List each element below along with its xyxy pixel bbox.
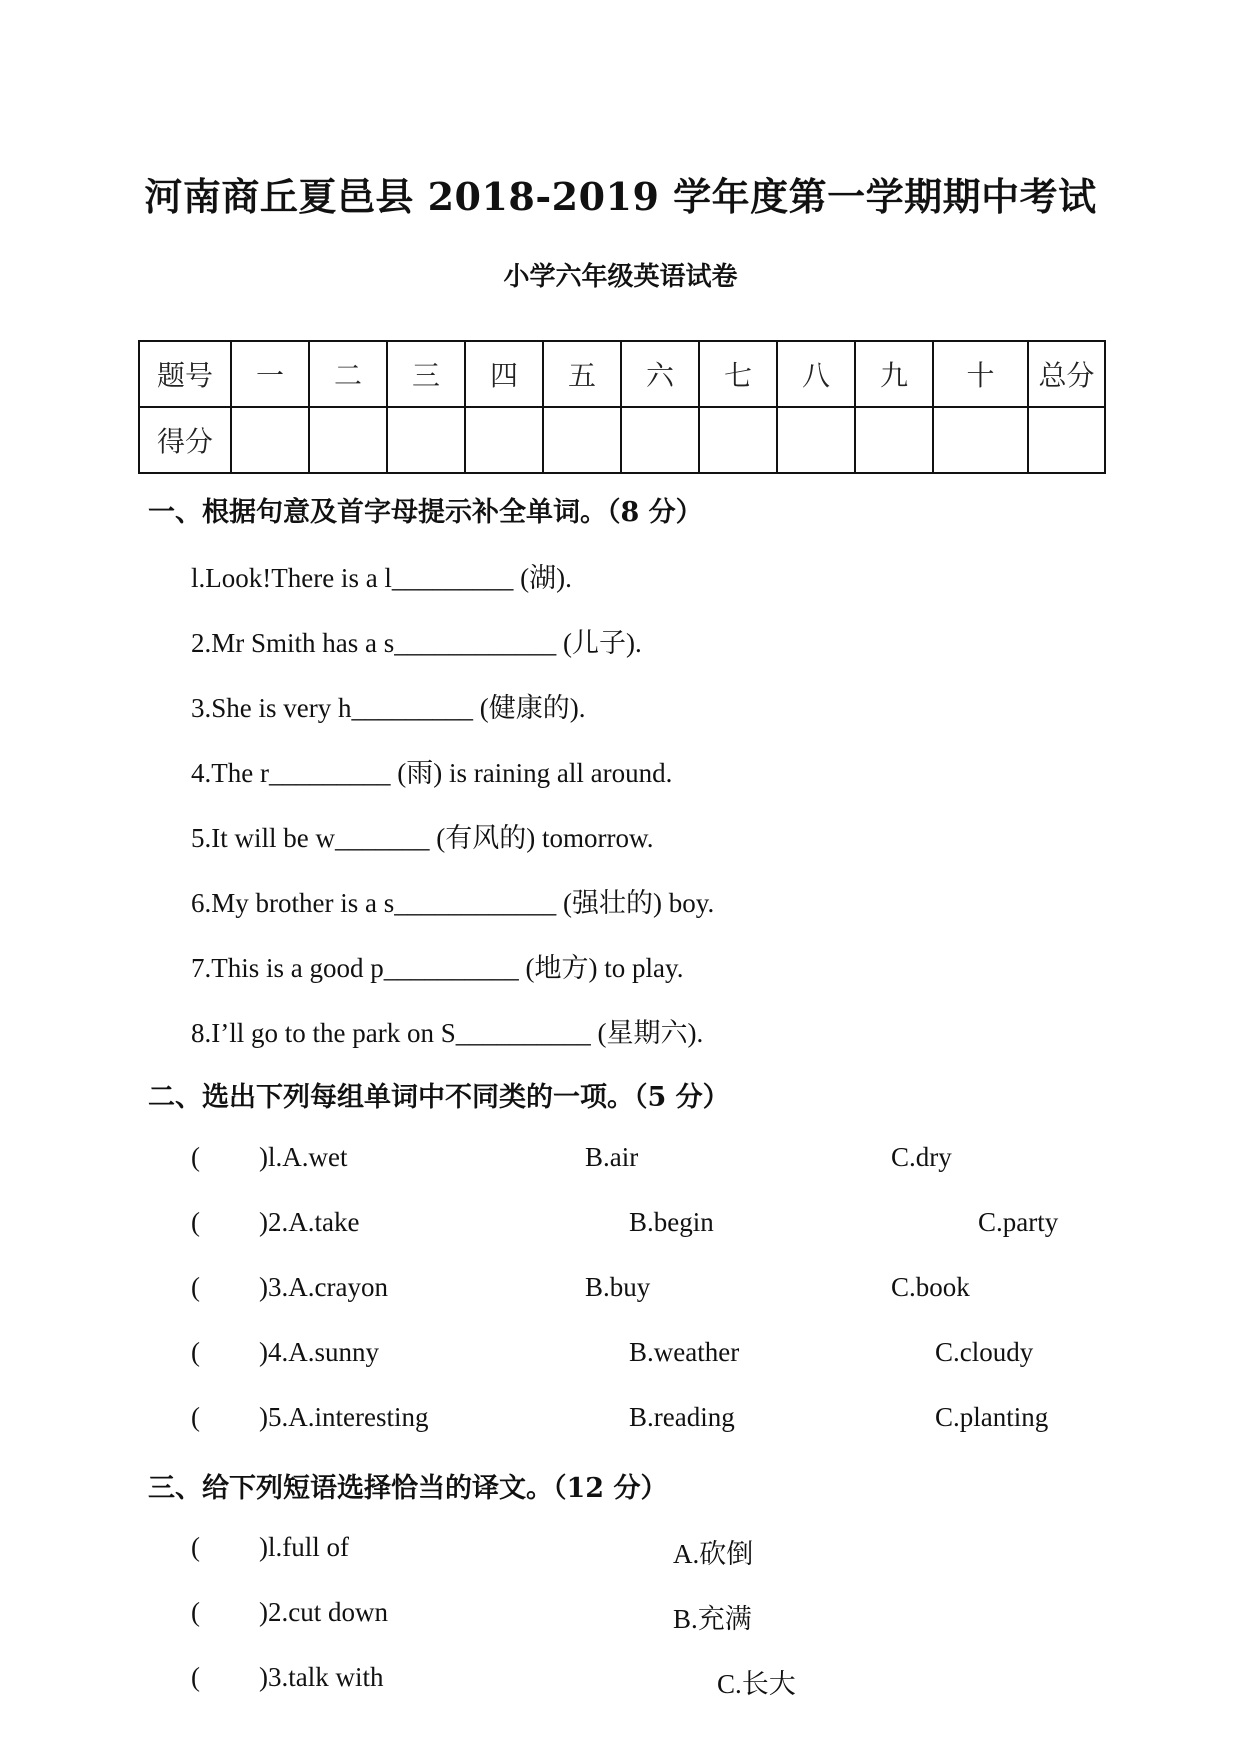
score-cell-1: 一	[231, 341, 309, 407]
score-cell-9: 九	[855, 341, 933, 407]
score-blank-total	[1028, 407, 1105, 473]
option-a: )l.A.wet	[259, 1142, 348, 1172]
section1-title: 一、根据句意及首字母提示补全单词。（8 分）	[148, 497, 703, 528]
score-row-label: 得分	[139, 407, 231, 473]
option-a: )4.A.sunny	[259, 1337, 379, 1367]
score-blank-7	[699, 407, 777, 473]
score-blank-2	[309, 407, 387, 473]
translation: C.长大	[717, 1669, 796, 1699]
phrase: )3.talk with	[259, 1662, 384, 1692]
answer-paren: (	[191, 1207, 200, 1237]
answer-paren: (	[191, 1142, 200, 1172]
score-cell-3: 三	[387, 341, 465, 407]
score-cell-8: 八	[777, 341, 855, 407]
page-subtitle: 小学六年级英语试卷	[503, 262, 738, 292]
section1-item: 8.I’ll go to the park on S__________ (星期六).	[191, 1018, 704, 1048]
section1-item: 3.She is very h_________ (健康的).	[191, 693, 586, 723]
phrase: )l.full of	[259, 1532, 349, 1562]
score-blank-9	[855, 407, 933, 473]
score-cell-label: 题号	[139, 341, 231, 407]
score-cell-6: 六	[621, 341, 699, 407]
answer-paren: (	[191, 1532, 200, 1562]
option-b: B.weather	[629, 1337, 740, 1367]
score-cell-7: 七	[699, 341, 777, 407]
score-blank-10	[933, 407, 1028, 473]
option-c: C.dry	[891, 1142, 952, 1172]
score-blank-3	[387, 407, 465, 473]
option-b: B.reading	[629, 1402, 735, 1432]
score-blank-1	[231, 407, 309, 473]
section1-item: 2.Mr Smith has a s____________ (儿子).	[191, 628, 642, 658]
score-cell-total: 总分	[1028, 341, 1105, 407]
section1-item: 6.My brother is a s____________ (强壮的) boy.	[191, 888, 715, 918]
option-a: )3.A.crayon	[259, 1272, 388, 1302]
option-c: C.party	[978, 1207, 1059, 1237]
score-cell-10: 十	[933, 341, 1028, 407]
score-table	[138, 340, 1106, 474]
option-b: B.air	[585, 1142, 639, 1172]
phrase: )2.cut down	[259, 1597, 388, 1627]
section1-item: 4.The r_________ (雨) is raining all around.	[191, 758, 673, 788]
score-cell-4: 四	[465, 341, 543, 407]
answer-paren: (	[191, 1402, 200, 1432]
answer-paren: (	[191, 1662, 200, 1692]
option-b: B.begin	[629, 1207, 714, 1237]
translation: B.充满	[673, 1604, 752, 1634]
score-blank-4	[465, 407, 543, 473]
section3-title: 三、给下列短语选择恰当的译文。（12 分）	[148, 1473, 668, 1504]
option-b: B.buy	[585, 1272, 651, 1302]
score-cell-5: 五	[543, 341, 621, 407]
section1-item: 7.This is a good p__________ (地方) to play.	[191, 953, 684, 983]
section2-title: 二、选出下列每组单词中不同类的一项。（5 分）	[148, 1082, 730, 1113]
answer-paren: (	[191, 1272, 200, 1302]
score-cell-2: 二	[309, 341, 387, 407]
score-table-header-row	[139, 341, 1105, 407]
option-c: C.cloudy	[935, 1337, 1034, 1367]
answer-paren: (	[191, 1337, 200, 1367]
option-c: C.planting	[935, 1402, 1049, 1432]
section1-item: 5.It will be w_______ (有风的) tomorrow.	[191, 823, 654, 853]
page-title: 河南商丘夏邑县 2018-2019 学年度第一学期期中考试	[144, 174, 1097, 219]
translation: A.砍倒	[673, 1539, 754, 1569]
section1-item: l.Look!There is a l_________ (湖).	[191, 563, 572, 593]
answer-paren: (	[191, 1597, 200, 1627]
option-c: C.book	[891, 1272, 970, 1302]
option-a: )2.A.take	[259, 1207, 360, 1237]
score-table-score-row	[139, 407, 1105, 473]
score-blank-6	[621, 407, 699, 473]
option-a: )5.A.interesting	[259, 1402, 429, 1432]
score-blank-5	[543, 407, 621, 473]
score-blank-8	[777, 407, 855, 473]
